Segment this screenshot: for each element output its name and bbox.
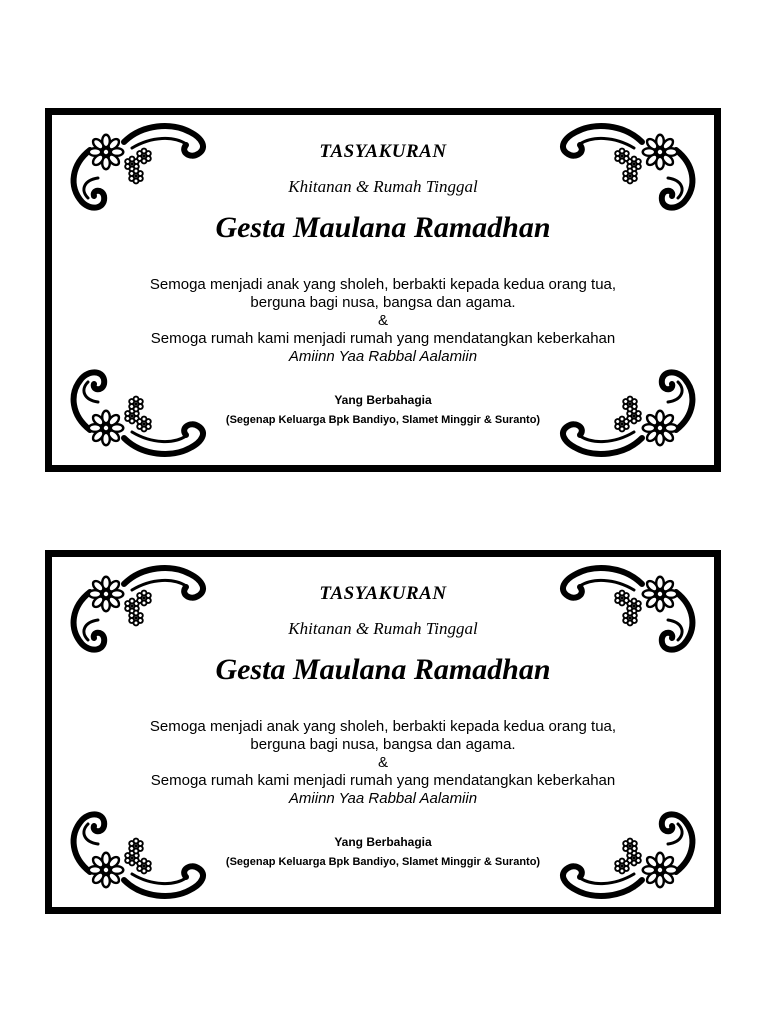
from-label: Yang Berbahagia [334,393,432,407]
card-subtitle: Khitanan & Rumah Tinggal [288,177,478,196]
message-line: berguna bagi nusa, bangsa dan agama. [250,736,516,753]
invitation-card [45,550,721,914]
prayer-line: Amiinn Yaa Rabbal Aalamiin [288,790,478,807]
card-message [52,718,714,808]
message-line: Semoga menjadi anak yang sholeh, berbakti kepada kedua orang tua, [149,718,617,735]
card-subtitle: Khitanan & Rumah Tinggal [288,619,478,638]
card-message [52,276,714,366]
family-names: (Segenap Keluarga Bpk Bandiyo, Slamet Minggir & Suranto) [225,856,541,868]
prayer-line: Amiinn Yaa Rabbal Aalamiin [288,348,478,365]
from-label: Yang Berbahagia [334,835,432,849]
card-content [52,557,714,907]
card-title: TASYAKURAN [319,583,447,604]
honoree-name: Gesta Maulana Ramadhan [215,211,551,244]
invitation-card [45,108,721,472]
message-line: & [377,754,388,771]
family-names: (Segenap Keluarga Bpk Bandiyo, Slamet Minggir & Suranto) [225,414,541,426]
message-line: berguna bagi nusa, bangsa dan agama. [250,294,516,311]
honoree-name: Gesta Maulana Ramadhan [215,653,551,686]
card-title: TASYAKURAN [319,141,447,162]
message-line: Semoga rumah kami menjadi rumah yang mendatangkan keberkahan [150,330,616,347]
message-line: Semoga rumah kami menjadi rumah yang mendatangkan keberkahan [150,772,616,789]
message-line: Semoga menjadi anak yang sholeh, berbakti kepada kedua orang tua, [149,276,617,293]
message-line: & [377,312,388,329]
card-content [52,115,714,465]
